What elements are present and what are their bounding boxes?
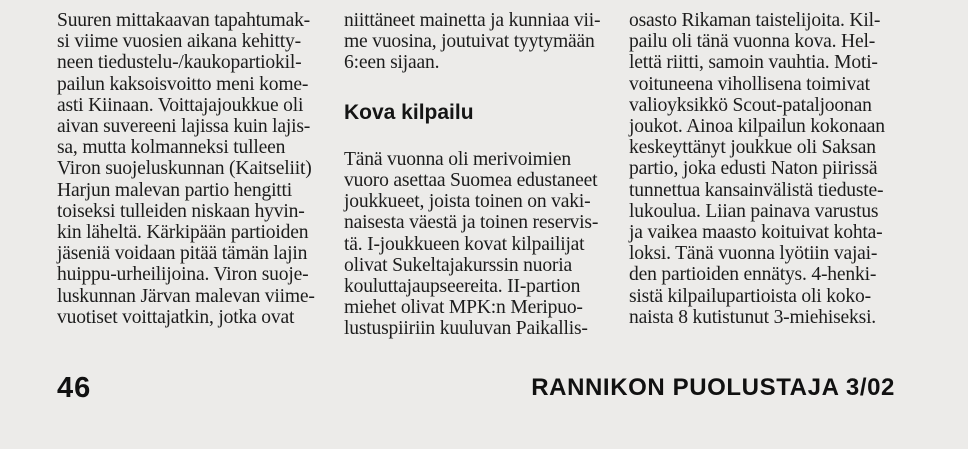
text-line: toiseksi tulleiden niskaan hyvin-: [57, 200, 305, 222]
text-line: niittäneet mainetta ja kunniaa vii-: [344, 10, 601, 31]
text-line: tunnettua kansainvälistä tieduste-: [629, 179, 884, 201]
text-line: kouluttajaupseereita. II-partion: [344, 276, 581, 298]
text-line: jäseniä voidaan pitää tämän lajin: [57, 243, 308, 265]
text-line: Suuren mittakaavan tapahtumak-: [57, 10, 310, 31]
text-line: lukoulua. Liian painava varustus: [629, 200, 879, 222]
text-line: joukkueet, joista toinen on vaki-: [344, 191, 591, 213]
text-line: si viime vuosien aikana kehitty-: [57, 31, 301, 53]
text-line: 6:een sijaan.: [344, 52, 440, 74]
text-line: huippu-urheilijoina. Viron suoje-: [57, 264, 309, 286]
text-line: luskunnan Järvan malevan viime-: [57, 285, 315, 307]
text-line: sa, mutta kolmanneksi tulleen: [57, 137, 286, 159]
text-line: pailu oli tänä vuonna kova. Hel-: [629, 31, 876, 53]
section-heading: Kova kilpailu: [344, 100, 474, 124]
text-line: den partioiden ennätys. 4-henki-: [629, 264, 877, 286]
text-line: keskeyttänyt joukkue oli Saksan: [629, 137, 876, 159]
article-column-1: [57, 10, 325, 328]
article-column-2: [344, 10, 614, 340]
text-line: asti Kiinaan. Voittajajoukkue oli: [57, 94, 304, 116]
text-line: tä. I-joukkueen kovat kilpailijat: [344, 233, 585, 255]
text-line: pailun kaksoisvoitto meni kome-: [57, 73, 309, 95]
text-line: neen tiedustelu-/kaukopartiokil-: [57, 52, 302, 74]
text-line: Tänä vuonna oli merivoimien: [344, 148, 571, 170]
text-line: naisesta väestä ja toinen reservis-: [344, 212, 599, 234]
page-number: 46: [57, 372, 92, 404]
text-line: sistä kilpailupartioista oli koko-: [629, 285, 871, 307]
text-line: voituneena vihollisena toimivat: [629, 73, 870, 95]
text-line: vuoro asettaa Suomea edustaneet: [344, 170, 598, 192]
text-line: Viron suojeluskunnan (Kaitseliit): [57, 158, 312, 180]
text-line: ja vaikea maasto koituivat kohta-: [629, 222, 883, 244]
text-line: miehet olivat MPK:n Meripuo-: [344, 297, 583, 319]
text-line: naista 8 kutistunut 3-miehiseksi.: [629, 306, 877, 328]
text-line: osasto Rikaman taistelijoita. Kil-: [629, 10, 881, 31]
text-line: olivat Sukeltajakurssin nuoria: [344, 254, 572, 276]
text-line: lustuspiiriin kuuluvan Paikallis-: [344, 318, 588, 340]
text-line: vuotiset voittajatkin, jotka ovat: [57, 306, 295, 328]
text-line: me vuosina, joutuivat tyytymään: [344, 31, 595, 53]
text-line: lettä riitti, samoin vauhtia. Moti-: [629, 52, 878, 74]
text-line: aivan suvereeni lajissa kuin lajis-: [57, 116, 311, 138]
publication-title: RANNIKON PUOLUSTAJA 3/02: [531, 374, 895, 401]
article-column-3: [629, 10, 901, 328]
text-line: loksi. Tänä vuonna lyötiin vajai-: [629, 243, 878, 265]
text-line: partio, joka edusti Naton piirissä: [629, 158, 878, 180]
text-line: joukot. Ainoa kilpailun kokonaan: [629, 116, 885, 138]
text-line: Harjun malevan partio hengitti: [57, 179, 293, 201]
text-line: valioyksikkö Scout-pataljoonan: [629, 94, 872, 116]
text-line: kin läheltä. Kärkipään partioiden: [57, 222, 309, 244]
